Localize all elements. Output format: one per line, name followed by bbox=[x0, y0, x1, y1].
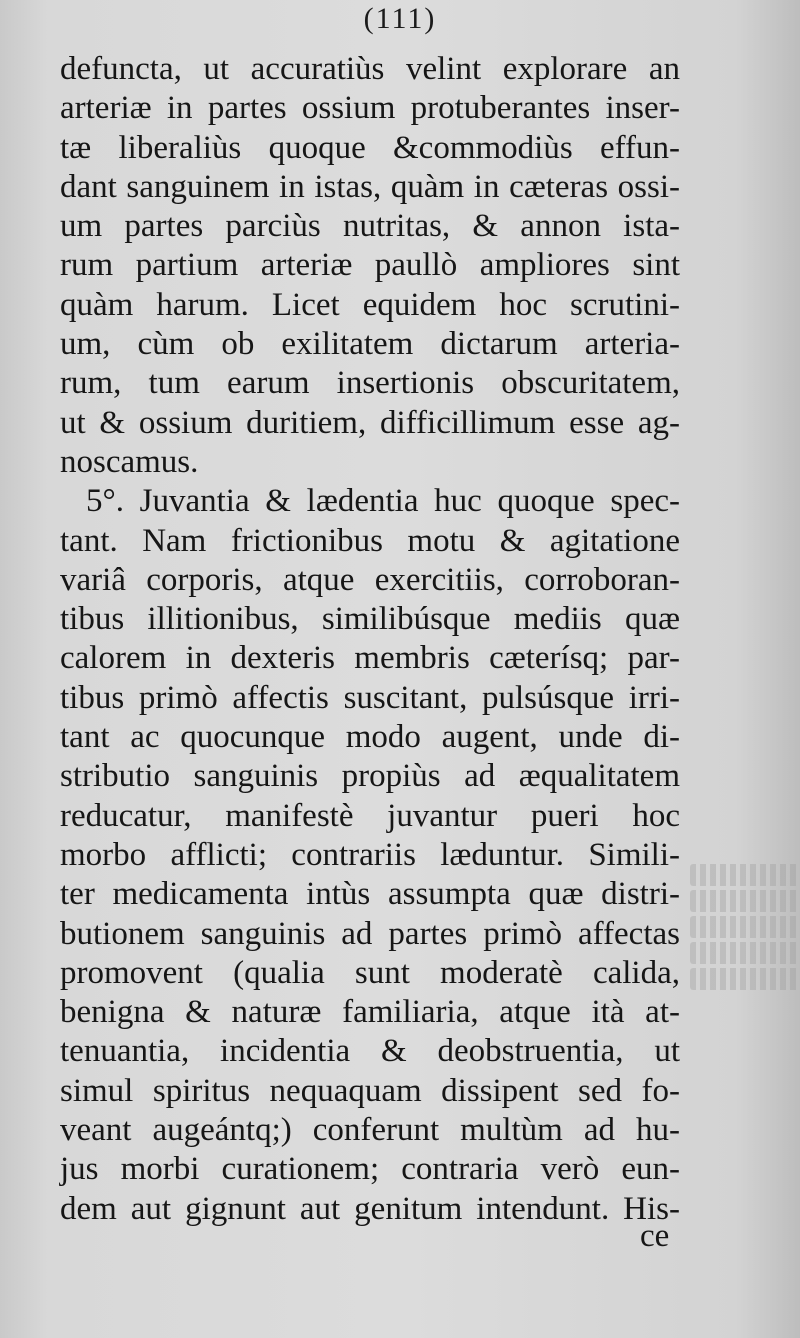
text-line: tibus primò affectis suscitant, pulsúsque irri- bbox=[60, 679, 680, 716]
text-line: um, cùm ob exilitatem dictarum arteria- bbox=[60, 326, 680, 363]
text-line: simul spiritus nequaquam dissipent sed fo- bbox=[60, 1072, 680, 1109]
text-line: dant sanguinem in istas, quàm in cæteras ossi- bbox=[60, 168, 680, 205]
text-line: dem aut gignunt aut genitum intendunt. His- bbox=[60, 1190, 680, 1227]
text-line: rum partium arteriæ paullò ampliores sint bbox=[60, 247, 680, 284]
text-line: benigna & naturæ familiaria, atque ità at- bbox=[60, 994, 680, 1031]
text-line: tibus illitionibus, similibúsque mediis quæ bbox=[60, 601, 680, 638]
text-line: tæ liberaliùs quoque &commodiùs effun- bbox=[60, 129, 680, 166]
text-line: um partes parciùs nutritas, & annon ista- bbox=[60, 208, 680, 245]
text-line: ter medicamenta intùs assumpta quæ distri- bbox=[60, 876, 680, 913]
text-line: jus morbi curationem; contraria verò eun- bbox=[60, 1151, 680, 1188]
text-line: quàm harum. Licet equidem hoc scrutini- bbox=[60, 286, 680, 323]
text-line: veant augeántq;) conferunt multùm ad hu- bbox=[60, 1112, 680, 1149]
text-line: reducatur, manifestè juvantur pueri hoc bbox=[60, 797, 680, 834]
text-line: tant. Nam frictionibus motu & agitatione bbox=[60, 522, 680, 559]
catchword: ce bbox=[640, 1218, 670, 1254]
text-line: variâ corporis, atque exercitiis, corroboran- bbox=[60, 561, 680, 598]
text-line: calorem in dexteris membris cæterísq; par- bbox=[60, 640, 680, 677]
text-line: 5°. Juvantia & lædentia huc quoque spec- bbox=[86, 483, 680, 520]
body-text bbox=[60, 50, 680, 1229]
text-line: noscamus. bbox=[60, 443, 199, 480]
text-line: ut & ossium duritiem, difficillimum esse ag- bbox=[60, 404, 680, 441]
text-line: tant ac quocunque modo augent, unde di- bbox=[60, 719, 680, 756]
text-line: rum, tum earum insertionis obscuritatem, bbox=[60, 365, 680, 402]
text-line: arteriæ in partes ossium protuberantes inser- bbox=[60, 90, 680, 127]
text-line: tenuantia, incidentia & deobstruentia, ut bbox=[60, 1033, 680, 1070]
show-through-marginalia bbox=[690, 860, 800, 1020]
text-line: stributio sanguinis propiùs ad æqualitatem bbox=[60, 758, 680, 795]
text-line: promovent (qualia sunt moderatè calida, bbox=[60, 954, 680, 991]
text-line: butionem sanguinis ad partes primò affectas bbox=[60, 915, 680, 952]
text-line: defuncta, ut accuratiùs velint explorare an bbox=[60, 51, 680, 87]
text-line: morbo afflicti; contrariis læduntur. Simili- bbox=[60, 836, 680, 873]
page-number: (111) bbox=[363, 2, 437, 35]
